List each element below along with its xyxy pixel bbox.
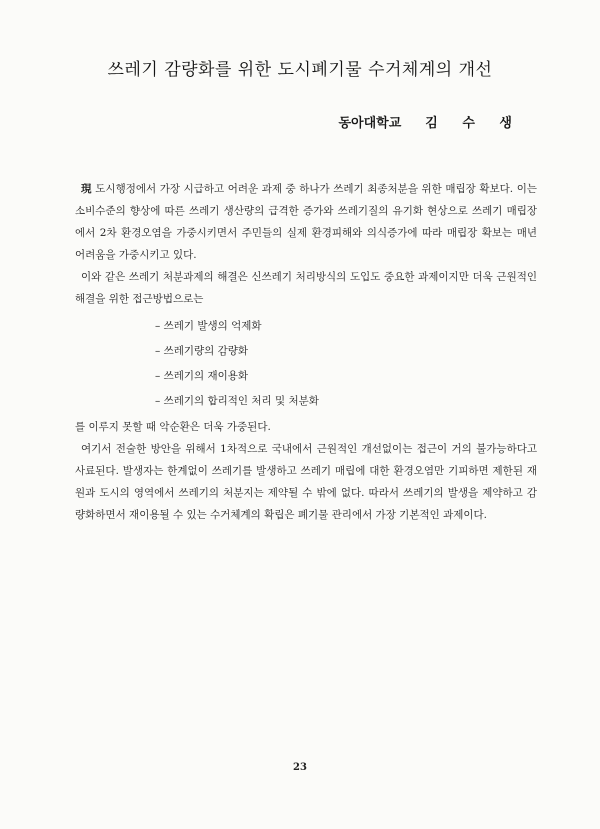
paragraph-1-text: 도시행정에서 가장 시급하고 어려운 과제 중 하나가 쓰레기 최종처분을 위한 매립장 확보다. 이는 소비수준의 향상에 따른 쓰레기 생산량의 급격한 증가와 쓰레기질의 유기화 현상으로 쓰레기 매립장에서 2차 환경오염을 가중시키면서 주민들의 실제 환경피해와 의식증가에 따라 매립장 확보는 매년 어려움을 가중시키고 있다. bbox=[75, 183, 537, 261]
paragraph-3: 를 이루지 못할 때 악순환은 더욱 가중된다. bbox=[75, 421, 271, 433]
article-body bbox=[75, 178, 537, 526]
paragraph-1-lead: 現 bbox=[81, 183, 92, 195]
paragraph-4: 여기서 전술한 방안을 위해서 1차적으로 국내에서 근원적인 개선없이는 접근이 거의 불가능하다고 사료된다. 발생자는 한계없이 쓰레기를 발생하고 쓰레기 매립에 대한 환경오염만 기피하면 제한된 재원과 도시의 영역에서 쓰레기의 처분지는 제약될 수 밖에 없다. 따라서 쓰레기의 발생을 제약하고 감량화하면서 재이용될 수 있는 수거체계의 확립은 폐기물 관리에서 가장 기본적인 과제이다. bbox=[75, 443, 537, 521]
paragraph-2: 이와 같은 쓰레기 처분과제의 해결은 신쓰레기 처리방식의 도입도 중요한 과제이지만 더욱 근원적인 해결을 위한 접근방법으로는 bbox=[75, 271, 537, 305]
paragraph-1 bbox=[75, 178, 537, 266]
list-item: – 쓰레기의 합리적인 처리 및 처분화 bbox=[155, 395, 319, 407]
page-title: 쓰레기 감량화를 위한 도시폐기물 수거체계의 개선 bbox=[107, 60, 493, 81]
list-item: – 쓰레기의 재이용화 bbox=[155, 370, 249, 382]
affiliation: 동아대학교 bbox=[338, 116, 402, 131]
page-number: 23 bbox=[293, 762, 307, 773]
byline bbox=[338, 112, 522, 131]
list-item: – 쓰레기 발생의 억제화 bbox=[155, 320, 262, 332]
author-name: 김 수 생 bbox=[425, 116, 522, 131]
list-item: – 쓰레기량의 감량화 bbox=[155, 345, 249, 357]
approach-list bbox=[75, 314, 537, 414]
